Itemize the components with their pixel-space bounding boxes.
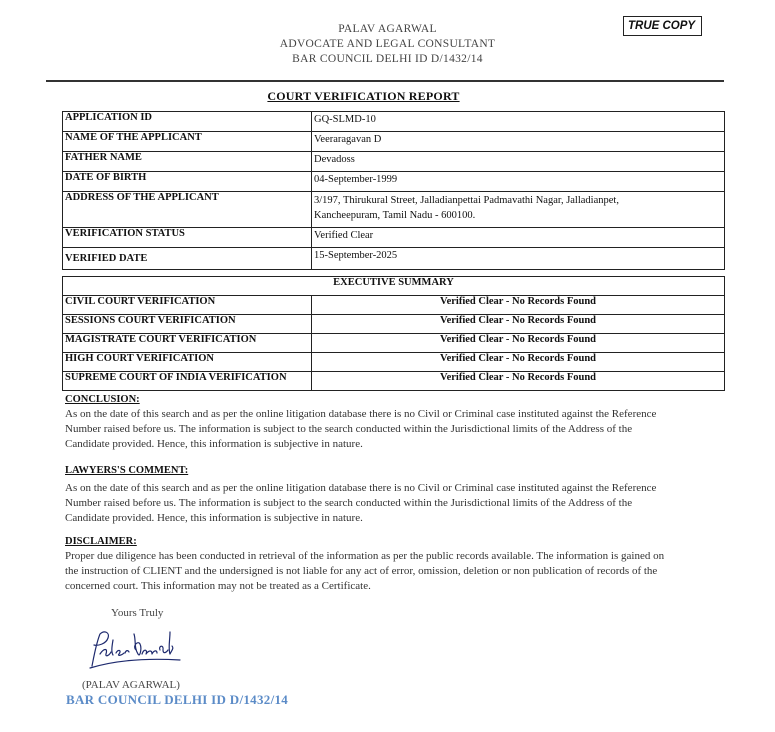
address-value: [312, 192, 725, 228]
court-result: Verified Clear - No Records Found: [312, 315, 725, 334]
conclusion-section: [65, 392, 717, 452]
advocate-title: ADVOCATE AND LEGAL CONSULTANT: [279, 38, 496, 50]
address-line-2: Kancheepuram, Tamil Nadu - 600100.: [314, 209, 476, 221]
lawyers-comment-section: [65, 463, 717, 526]
table-row: [63, 152, 725, 172]
detail-label: ADDRESS OF THE APPLICANT: [63, 192, 312, 228]
bar-council-id: BAR COUNCIL DELHI ID D/1432/14: [292, 53, 483, 65]
table-row: [63, 248, 725, 270]
table-row: [63, 112, 725, 132]
conclusion-heading: CONCLUSION:: [65, 394, 140, 405]
table-row: [63, 277, 725, 296]
detail-label: FATHER NAME: [63, 152, 312, 172]
detail-value: Verified Clear: [312, 228, 725, 248]
signatory-name: (PALAV AGARWAL): [82, 679, 180, 691]
detail-label: VERIFIED DATE: [63, 248, 312, 270]
table-row: [63, 172, 725, 192]
detail-label: DATE OF BIRTH: [63, 172, 312, 192]
executive-summary-heading: EXECUTIVE SUMMARY: [63, 277, 725, 296]
detail-value: 04-September-1999: [312, 172, 725, 192]
disclaimer-heading: DISCLAIMER:: [65, 536, 137, 547]
signature-image: [86, 626, 186, 672]
court-label: HIGH COURT VERIFICATION: [63, 353, 312, 372]
table-row: [63, 372, 725, 391]
header-divider: [46, 80, 724, 82]
court-label: MAGISTRATE COURT VERIFICATION: [63, 334, 312, 353]
advocate-name: PALAV AGARWAL: [338, 23, 437, 35]
disclaimer-line: the instruction of CLIENT and the undersigned is not liable for any act of error, omission, deletion or non publication of records of the: [65, 565, 658, 577]
table-row: [63, 132, 725, 152]
signatory-bar-council-id: BAR COUNCIL DELHI ID D/1432/14: [66, 692, 289, 707]
conclusion-line: Number raised before us. The information is subject to the search conducted within the Jurisdictional limits of the Address of the: [65, 423, 633, 435]
court-result: Verified Clear - No Records Found: [312, 334, 725, 353]
conclusion-line: Candidate provided. Hence, this information is subjective in nature.: [65, 438, 363, 450]
lawyers-comment-line: Candidate provided. Hence, this information is subjective in nature.: [65, 512, 363, 524]
lawyers-comment-line: As on the date of this search and as per the online litigation database there is no Civil or Criminal case instituted against the Reference: [65, 482, 657, 494]
executive-summary-table: [62, 276, 725, 391]
detail-label: APPLICATION ID: [63, 112, 312, 132]
detail-label: NAME OF THE APPLICANT: [63, 132, 312, 152]
detail-value: GQ-SLMD-10: [312, 112, 725, 132]
detail-value: 15-September-2025: [312, 248, 725, 270]
yours-truly: Yours Truly: [111, 607, 164, 619]
conclusion-line: As on the date of this search and as per the online litigation database there is no Civil or Criminal case instituted against the Reference: [65, 408, 657, 420]
detail-value: Veeraragavan D: [312, 132, 725, 152]
court-result: Verified Clear - No Records Found: [312, 353, 725, 372]
court-result: Verified Clear - No Records Found: [312, 296, 725, 315]
table-row: [63, 192, 725, 228]
lawyers-comment-line: Number raised before us. The information is subject to the search conducted within the Jurisdictional limits of the Address of the: [65, 497, 633, 509]
address-line-1: 3/197, Thirukural Street, Jalladianpettai Padmavathi Nagar, Jalladianpet,: [314, 195, 619, 206]
court-label: SESSIONS COURT VERIFICATION: [63, 315, 312, 334]
table-row: [63, 296, 725, 315]
table-row: [63, 315, 725, 334]
applicant-details-table: [62, 111, 725, 270]
disclaimer-line: Proper due diligence has been conducted in retrieval of the information as per the public records available. The information is gained on: [65, 550, 665, 562]
true-copy-stamp: TRUE COPY: [623, 16, 702, 36]
lawyers-comment-heading: LAWYERS'S COMMENT:: [65, 465, 189, 476]
report-title: COURT VERIFICATION REPORT: [267, 89, 460, 103]
table-row: [63, 353, 725, 372]
disclaimer-section: [65, 534, 717, 594]
court-result: Verified Clear - No Records Found: [312, 372, 725, 391]
court-label: SUPREME COURT OF INDIA VERIFICATION: [63, 372, 312, 391]
detail-label: VERIFICATION STATUS: [63, 228, 312, 248]
table-row: [63, 228, 725, 248]
table-row: [63, 334, 725, 353]
court-label: CIVIL COURT VERIFICATION: [63, 296, 312, 315]
disclaimer-line: concerned court. This information may not be treated as a Certificate.: [65, 580, 371, 592]
detail-value: Devadoss: [312, 152, 725, 172]
